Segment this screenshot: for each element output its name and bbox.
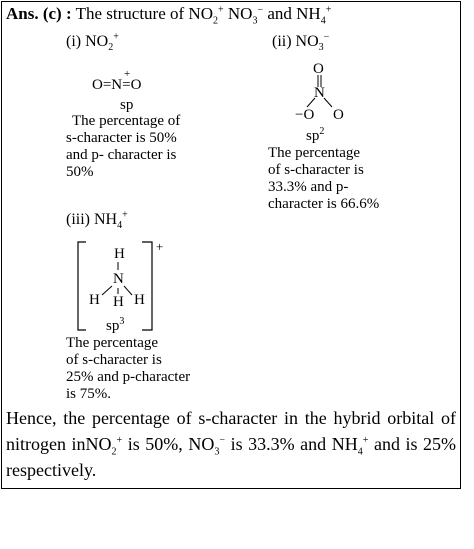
section-iii-description: The percentage of s-character is 25% and p-character is 75%.: [66, 335, 191, 402]
section-i-description: The percentage of s-character is 50% and p- character is 50%: [66, 113, 181, 180]
no3-atom-top: O: [313, 61, 324, 77]
section-iii-label: (iii) $NH_4^+$: [66, 209, 128, 232]
section-i-label: (i) $NO_2^+$: [66, 31, 119, 54]
header-ion-nh4: $NH_4^+$: [296, 4, 332, 27]
answer-header: [6, 4, 332, 27]
header-and: and: [267, 4, 292, 23]
conclusion-text-1: Hence, the percentage of s-character in the hybrid orbital of nitrogen in: [6, 408, 456, 454]
section-iii-hybrid: $sp^3$: [106, 316, 125, 334]
no3-atom-left: −O: [295, 107, 315, 123]
conclusion-ion-no3: $NO_3^-$: [188, 434, 226, 458]
section-ii-label: (ii) $NO_3^-$: [272, 31, 330, 54]
section-ii-hybrid: $sp^2$: [306, 126, 325, 144]
conclusion-paragraph: [6, 405, 456, 483]
no3-atom-center: N: [314, 85, 325, 101]
no3-atom-right: O: [333, 107, 344, 123]
header-intro: The structure of: [75, 4, 185, 23]
header-ion-no2: $NO_2^+$: [188, 4, 224, 27]
no2-plus-structure: O=N=O: [92, 77, 142, 93]
section-ii-description: The percentage of s-character is 33.3% and p- character is 66.6%: [268, 145, 380, 212]
nh4-bracket-charge: +: [156, 239, 164, 254]
nh4-h-left: H: [89, 292, 100, 308]
conclusion-ion-no2: $NO_2^+$: [85, 434, 123, 458]
section-i-hybrid: sp: [120, 97, 134, 113]
conclusion-text-4: and is 25% respectively.: [6, 434, 457, 480]
nh4-n-center: N: [113, 271, 124, 287]
conclusion-text-3: is 33.3% and: [230, 434, 327, 454]
nh4-h-mid: H: [113, 294, 124, 310]
nh4-h-right: H: [134, 292, 145, 308]
answer-label: Ans. (c) :: [6, 4, 72, 23]
header-ion-no3: $NO_3^-$: [227, 4, 264, 27]
no2-plus-charge: +: [124, 68, 131, 80]
nh4-h-top: H: [114, 246, 125, 262]
conclusion-ion-nh4: $NH_4^+$: [331, 434, 369, 458]
conclusion-text-2: is 50%,: [127, 434, 183, 454]
